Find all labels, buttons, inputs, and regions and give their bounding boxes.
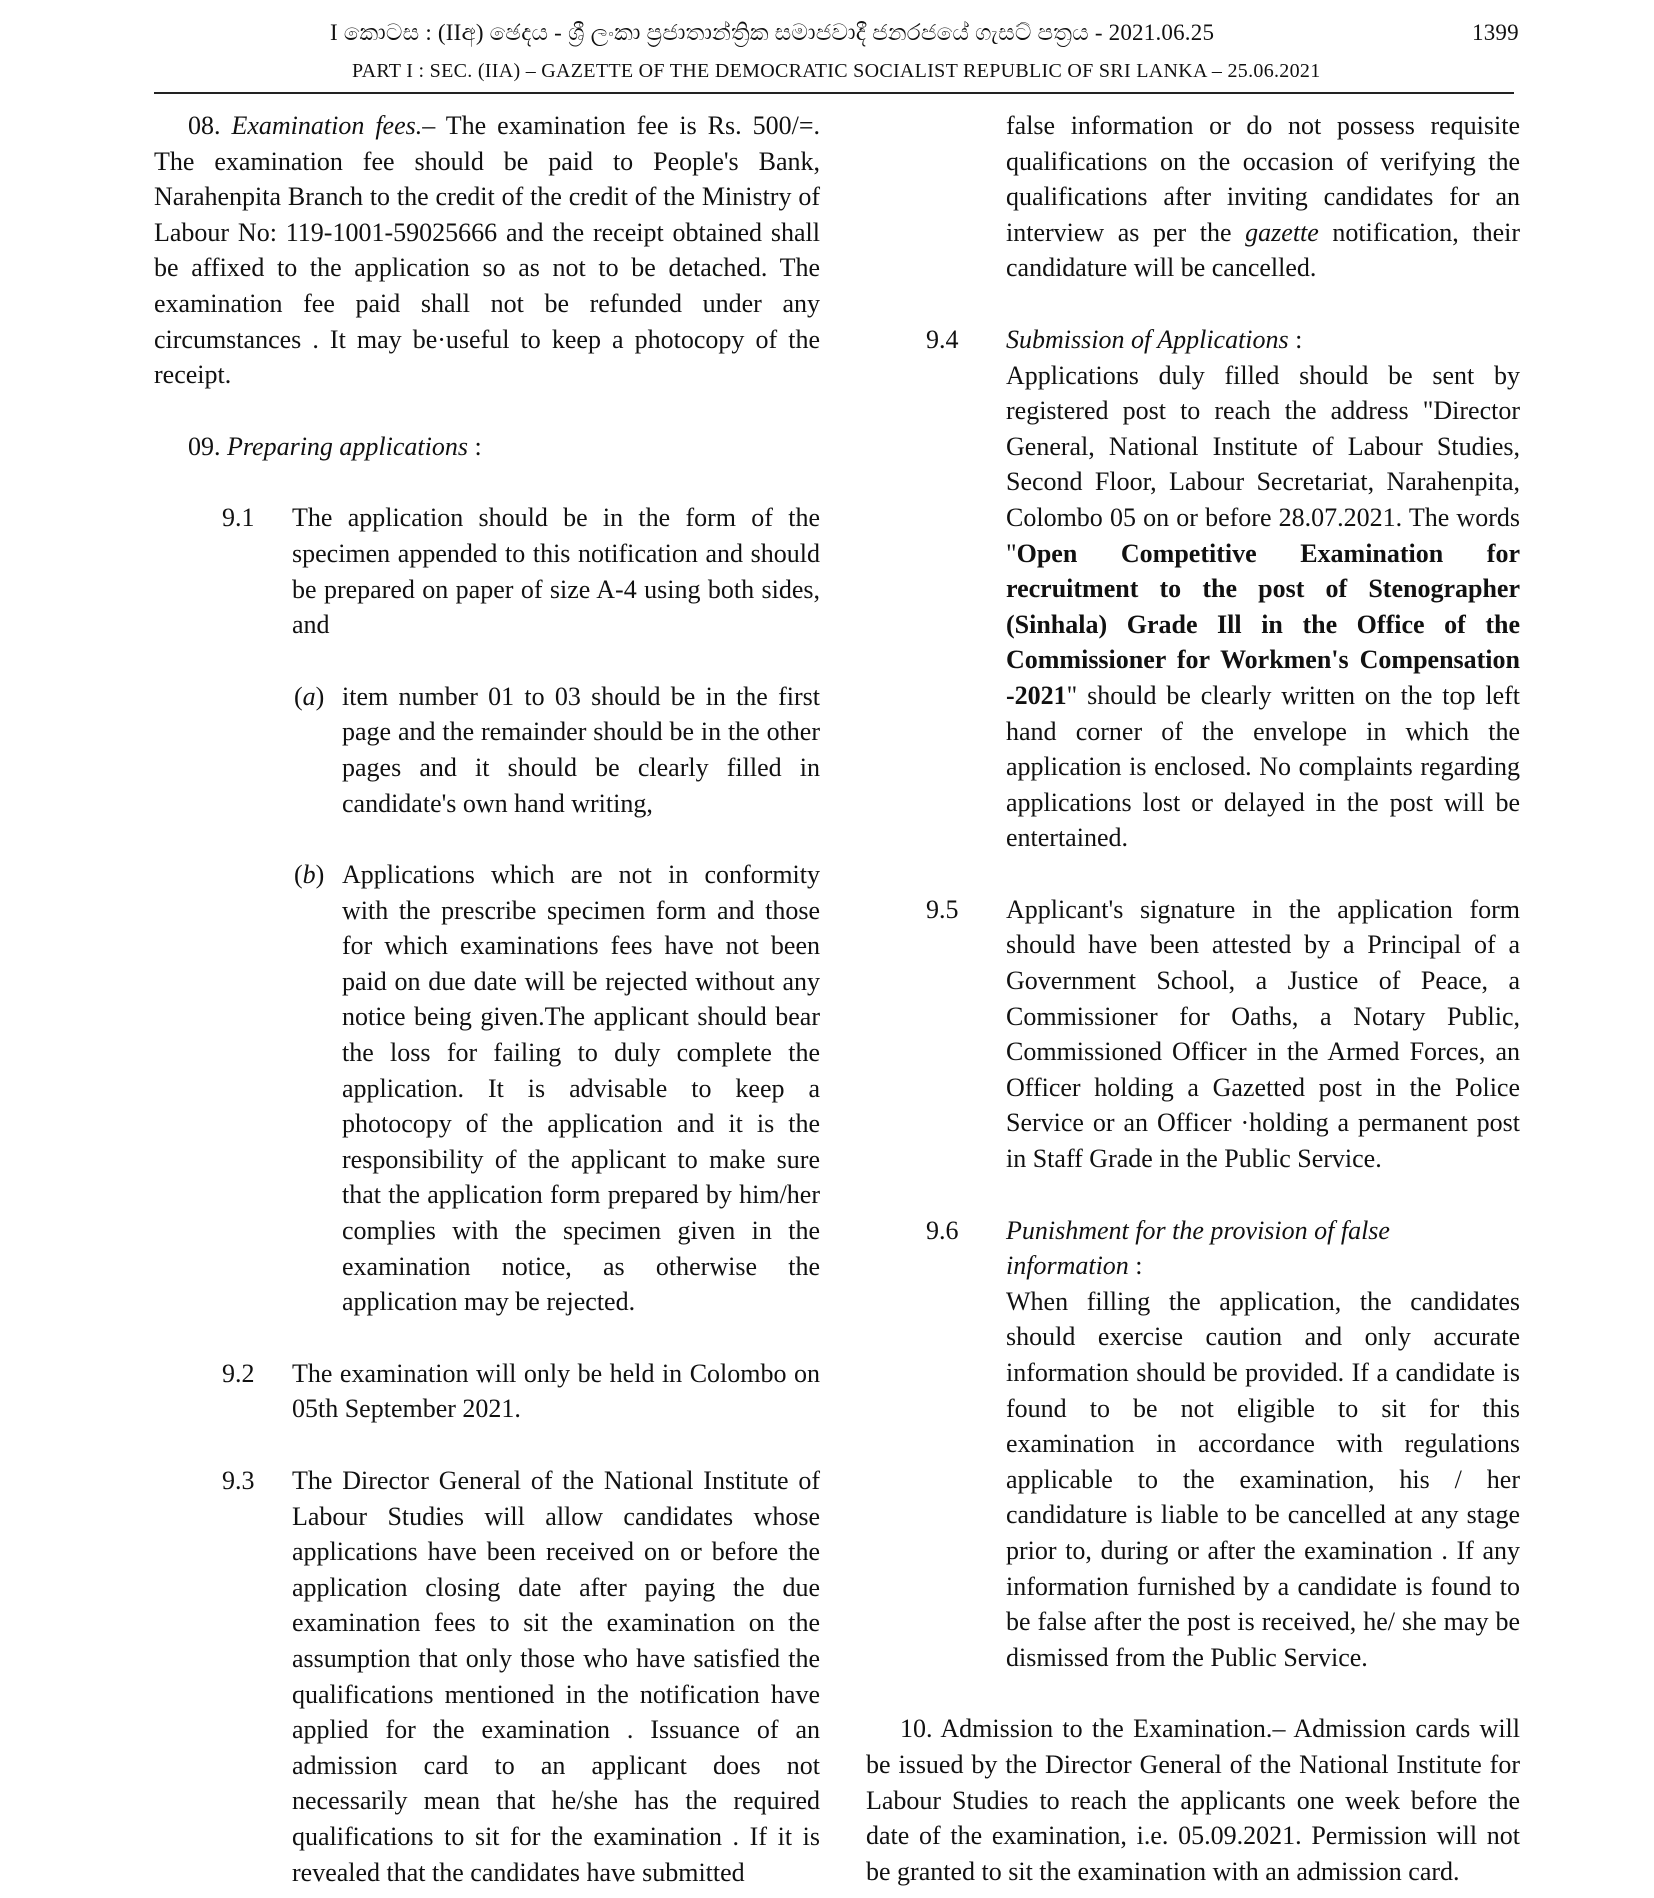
clause-9-4-heading <box>1006 322 1520 358</box>
section-09-colon: : <box>467 431 482 461</box>
clause-9-3-cont-b: notification, their candidature will be cancelled. <box>1006 217 1520 283</box>
clause-9-6 <box>856 1213 1520 1676</box>
section-09-heading <box>154 429 820 465</box>
clause-9-6-number: 9.6 <box>926 1215 959 1245</box>
section-09-title: Preparing applications <box>227 431 468 461</box>
section-10-text: – Admission cards will be issued by the Director General of the National Institute for Labour Studies to reach the applicants one week before the date of the examination, i.e. 05.09.2021. Permission will not be granted to sit the examination with an admission card. <box>866 1714 1520 1886</box>
section-10-number: 10. <box>900 1714 933 1744</box>
subclause-b <box>154 857 820 1320</box>
clause-9-3-number: 9.3 <box>222 1466 255 1495</box>
clause-9-6-body <box>1006 1213 1520 1676</box>
clause-9-3 <box>154 1463 820 1890</box>
gazette-header-english: PART I : SEC. (IIA) – GAZETTE OF THE DEMOCRATIC SOCIALIST REPUBLIC OF SRI LANKA – 25.06.2021 <box>352 60 1321 82</box>
subclause-a-text: item number 01 to 03 should be in the first page and the remainder should be in the other pages and it should be clearly filled in candidate's own hand writing, <box>342 681 820 818</box>
clause-9-1 <box>154 500 820 642</box>
clause-9-4-envelope-title: Open Competitive Examination for recruitment to the post of Stenographer (Sinhala) Grade Ill in the Office of the Commissioner for Workmen's Compensation -2021 <box>1006 538 1520 710</box>
clause-9-6-heading <box>1006 1213 1520 1284</box>
clause-9-4-number: 9.4 <box>926 324 959 354</box>
clause-9-6-title: Punishment for the provision of false information <box>1006 1215 1390 1281</box>
clause-9-5-number: 9.5 <box>926 894 959 924</box>
clause-9-4-colon: : <box>1288 324 1303 354</box>
clause-9-4-text <box>1006 358 1520 856</box>
clause-9-3-continued <box>856 108 1520 286</box>
clause-9-1-number: 9.1 <box>222 503 255 533</box>
subclause-a <box>154 679 820 821</box>
clause-9-2 <box>154 1356 820 1427</box>
header-sinhala-text: I කොටස : (IIඅ) ඡෙදය - ශ්‍රී ලංකා ප්‍රජාතාන්ත්‍රික සමාජවාදී ජනරජයේ ගැසට් පත්‍රය - 2021.06.25 <box>330 20 1215 45</box>
clause-9-4-title: Submission of Applications <box>1006 324 1289 354</box>
clause-9-3-text: The Director General of the National Institute of Labour Studies will allow candidates whose applications have been received on or before the application closing date after paying the due examination fees to sit the examination on the assumption that only those who have satisfied the qualifications mentioned in the notification have applied for the examination . Issuance of an admission card to an applicant does not necessarily mean that he/she has the required qualifications to sit for the examination . If it is revealed that the candidates have submitted <box>292 1466 820 1887</box>
clause-9-4-body <box>1006 322 1520 856</box>
section-09-number: 09. <box>188 431 221 461</box>
page-number: 1399 <box>1472 20 1519 45</box>
left-column <box>154 108 820 1890</box>
clause-9-3-gazette-word: gazette <box>1245 217 1319 247</box>
clause-9-3-cont-a: false information or do not possess requisite qualifications on the occasion of verifying the qualifications after inviting candidates for an interview as per the <box>1006 111 1520 247</box>
clause-9-6-text: When filling the application, the candidates should exercise caution and only accurate information should be provided. If a candidate is found to be not eligible to sit for this examination in accordance with regulations applicable to the examination, his / her candidature is liable to be cancelled at any stage prior to, during or after the examination . If any information furnished by a candidate is found to be false after the post is received, he/ she may be dismissed from the Public Service. <box>1006 1286 1520 1672</box>
clause-9-5-text: Applicant's signature in the application form should have been attested by a Principal of a Government School, a Justice of Peace, a Commissioner for Oaths, a Notary Public, Commissioned Officer in the Armed Forces, an Officer holding a Gazetted post in the Police Service or an Officer ·holding a permanent post in Staff Grade in the Public Service. <box>1006 894 1520 1174</box>
section-08-title: Examination fees. <box>231 111 423 140</box>
clause-9-2-number: 9.2 <box>222 1358 255 1388</box>
clause-9-6-colon: : <box>1128 1251 1143 1281</box>
section-10-title: Admission to the Examination. <box>940 1714 1273 1744</box>
right-column <box>856 108 1520 1889</box>
clause-9-1-text: The application should be in the form of the specimen appended to this notification and should be prepared on paper of size A-4 using both sides, and <box>292 503 820 640</box>
subclause-a-letter: a <box>302 681 316 711</box>
clause-9-2-text: The examination will only be held in Colombo on 05th September 2021. <box>292 1358 820 1424</box>
clause-9-4 <box>856 322 1520 856</box>
section-08-text: – The examination fee is Rs. 500/=. The examination fee should be paid to People's Bank, Narahenpita Branch to the credit of the credit of the Ministry of Labour No: 119-1001-59025666 and the receipt obtained shall be affixed to the application so as not to be detached. The examination fee paid shall not be refunded under any circumstances . It may be·useful to keep a photocopy of the receipt. <box>154 111 820 390</box>
clause-9-5 <box>856 892 1520 1177</box>
section-08 <box>154 108 820 393</box>
subclause-b-text: Applications which are not in conformity with the prescribe specimen form and those for which examinations fees have not been paid on due date will be rejected without any notice being given.The applicant should bear the loss for failing to duly complete the application. It is advisable to keep a photocopy of the application and it is the responsibility of the applicant to make sure that the application form prepared by him/her complies with the specimen given in the examination notice, as otherwise the application may be rejected. <box>342 860 820 1317</box>
clause-9-4-text-b: " should be clearly written on the top left hand corner of the envelope in which the application is enclosed. No complaints regarding applications lost or delayed in the post will be entertained. <box>1006 680 1520 853</box>
section-08-number: 08. <box>188 111 221 140</box>
header-divider <box>154 92 1514 94</box>
subclause-b-label: (b) <box>294 860 325 890</box>
subclause-b-letter: b <box>302 860 316 890</box>
section-10 <box>856 1711 1520 1889</box>
clause-9-4-text-a: Applications duly filled should be sent by registered post to reach the address "Director General, National Institute of Labour Studies, Second Floor, Labour Secretariat, Narahenpita, Colombo 05 on or before 28.07.2021. The words " <box>1006 360 1520 568</box>
subclause-a-label: (a) <box>294 681 325 711</box>
gazette-header-sinhala <box>330 20 1519 46</box>
